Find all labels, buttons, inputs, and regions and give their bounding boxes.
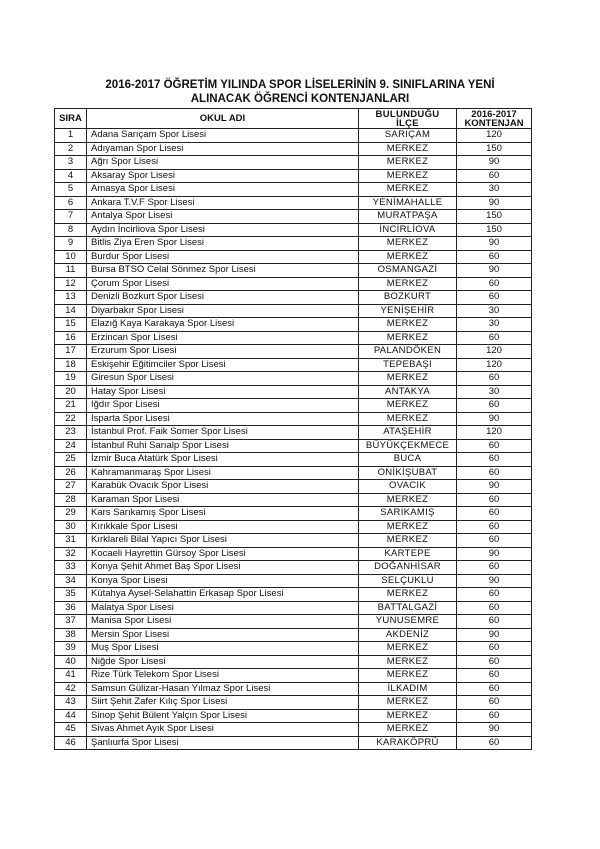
row-number: 34 [55, 574, 87, 588]
district: MERKEZ [359, 520, 457, 534]
quota: 60 [457, 682, 532, 696]
quota: 60 [457, 453, 532, 467]
school-name: Siirt Şehit Zafer Kılıç Spor Lisesi [87, 696, 359, 710]
district: BOZKURT [359, 291, 457, 305]
school-name: Diyarbakır Spor Lisesi [87, 304, 359, 318]
header-ilce-bottom: İLÇE [396, 117, 419, 129]
table-row [55, 723, 532, 737]
table-row [55, 696, 532, 710]
row-number: 16 [55, 331, 87, 345]
school-name: Ankara T.V.F Spor Lisesi [87, 196, 359, 210]
row-number: 36 [55, 601, 87, 615]
school-name: Hatay Spor Lisesi [87, 385, 359, 399]
table-row [55, 210, 532, 224]
district: MERKEZ [359, 696, 457, 710]
district: PALANDÖKEN [359, 345, 457, 359]
table-row [55, 331, 532, 345]
quota: 60 [457, 493, 532, 507]
school-name: Kocaeli Hayrettin Gürsoy Spor Lisesi [87, 547, 359, 561]
quota: 150 [457, 210, 532, 224]
header-kontenjan-top: 2016-2017 [471, 108, 517, 120]
quota: 90 [457, 723, 532, 737]
district: YENİMAHALLE [359, 196, 457, 210]
quota: 60 [457, 277, 532, 291]
quota: 120 [457, 345, 532, 359]
quota: 60 [457, 439, 532, 453]
district: DOĞANHİSAR [359, 561, 457, 575]
quota: 60 [457, 507, 532, 521]
row-number: 1 [55, 129, 87, 143]
table-row [55, 601, 532, 615]
school-name: Malatya Spor Lisesi [87, 601, 359, 615]
row-number: 45 [55, 723, 87, 737]
table-row [55, 223, 532, 237]
table-row [55, 250, 532, 264]
quota: 150 [457, 223, 532, 237]
table-row [55, 264, 532, 278]
school-name: Eskişehir Eğitimciler Spor Lisesi [87, 358, 359, 372]
district: KARTEPE [359, 547, 457, 561]
quota: 60 [457, 642, 532, 656]
school-name: Muş Spor Lisesi [87, 642, 359, 656]
district: MERKEZ [359, 142, 457, 156]
district: İNCİRLİOVA [359, 223, 457, 237]
district: YENİŞEHİR [359, 304, 457, 318]
quota: 60 [457, 372, 532, 386]
row-number: 39 [55, 642, 87, 656]
quota: 120 [457, 426, 532, 440]
table-row [55, 142, 532, 156]
row-number: 5 [55, 183, 87, 197]
district: MERKEZ [359, 642, 457, 656]
quota: 60 [457, 399, 532, 413]
table-row [55, 709, 532, 723]
district: MERKEZ [359, 318, 457, 332]
quota: 120 [457, 358, 532, 372]
table-row [55, 507, 532, 521]
district: AKDENİZ [359, 628, 457, 642]
table-row [55, 588, 532, 602]
table-row [55, 453, 532, 467]
table-row [55, 291, 532, 305]
quota: 120 [457, 129, 532, 143]
row-number: 9 [55, 237, 87, 251]
school-name: Kırıkkale Spor Lisesi [87, 520, 359, 534]
row-number: 25 [55, 453, 87, 467]
quota: 30 [457, 183, 532, 197]
row-number: 29 [55, 507, 87, 521]
table-body [55, 129, 532, 750]
table-row [55, 129, 532, 143]
table-row [55, 574, 532, 588]
district: ATAŞEHİR [359, 426, 457, 440]
table-row [55, 412, 532, 426]
table-row [55, 372, 532, 386]
row-number: 23 [55, 426, 87, 440]
district: YUNUSEMRE [359, 615, 457, 629]
row-number: 10 [55, 250, 87, 264]
school-name: Kütahya Aysel-Selahattin Erkasap Spor Lisesi [87, 588, 359, 602]
district: MERKEZ [359, 493, 457, 507]
school-name: Sivas Ahmet Ayık Spor Lisesi [87, 723, 359, 737]
header-ilce-top: BULUNDUĞU [375, 108, 440, 120]
district: MERKEZ [359, 655, 457, 669]
quota: 60 [457, 534, 532, 548]
quota: 90 [457, 547, 532, 561]
district: MURATPAŞA [359, 210, 457, 224]
table-row [55, 534, 532, 548]
table-row [55, 493, 532, 507]
quota: 60 [457, 601, 532, 615]
quota: 60 [457, 520, 532, 534]
district: MERKEZ [359, 250, 457, 264]
school-name: Erzurum Spor Lisesi [87, 345, 359, 359]
school-name: Kars Sarıkamış Spor Lisesi [87, 507, 359, 521]
school-name: Giresun Spor Lisesi [87, 372, 359, 386]
district: MERKEZ [359, 534, 457, 548]
table-row [55, 561, 532, 575]
district: MERKEZ [359, 709, 457, 723]
school-name: Adıyaman Spor Lisesi [87, 142, 359, 156]
school-name: İstanbul Prof. Faik Somer Spor Lisesi [87, 426, 359, 440]
header-ilce [359, 109, 457, 129]
school-name: Manisa Spor Lisesi [87, 615, 359, 629]
row-number: 11 [55, 264, 87, 278]
school-name: İstanbul Ruhi Sarıalp Spor Lisesi [87, 439, 359, 453]
table-row [55, 480, 532, 494]
document-title-line-2: ALINACAK ÖĞRENCİ KONTENJANLARI [190, 93, 410, 105]
district: BUCA [359, 453, 457, 467]
district: MERKEZ [359, 156, 457, 170]
table-row [55, 655, 532, 669]
table-row [55, 439, 532, 453]
document-title-line-1: 2016-2017 ÖĞRETİM YILINDA SPOR LİSELERİNİN 9. SINIFLARINA YENİ [105, 79, 495, 91]
quota: 60 [457, 709, 532, 723]
header-row [55, 109, 532, 129]
school-name: Antalya Spor Lisesi [87, 210, 359, 224]
row-number: 15 [55, 318, 87, 332]
table-row [55, 466, 532, 480]
school-name: Karabük Ovacık Spor Lisesi [87, 480, 359, 494]
table-row [55, 318, 532, 332]
school-name: Burdur Spor Lisesi [87, 250, 359, 264]
quota: 90 [457, 237, 532, 251]
district: ONİKİŞUBAT [359, 466, 457, 480]
row-number: 46 [55, 736, 87, 750]
table-row [55, 615, 532, 629]
row-number: 18 [55, 358, 87, 372]
school-name: Karaman Spor Lisesi [87, 493, 359, 507]
school-name: Kahramanmaraş Spor Lisesi [87, 466, 359, 480]
quota: 90 [457, 412, 532, 426]
table-row [55, 669, 532, 683]
table-row [55, 358, 532, 372]
row-number: 19 [55, 372, 87, 386]
district: BATTALGAZİ [359, 601, 457, 615]
district: MERKEZ [359, 183, 457, 197]
table-row [55, 628, 532, 642]
school-name: Sinop Şehit Bülent Yalçın Spor Lisesi [87, 709, 359, 723]
row-number: 6 [55, 196, 87, 210]
quota: 30 [457, 385, 532, 399]
quota: 60 [457, 291, 532, 305]
district: TEPEBAŞI [359, 358, 457, 372]
table-row [55, 736, 532, 750]
table-row [55, 345, 532, 359]
row-number: 28 [55, 493, 87, 507]
row-number: 20 [55, 385, 87, 399]
quota: 90 [457, 196, 532, 210]
district: MERKEZ [359, 331, 457, 345]
school-name: Bitlis Ziya Eren Spor Lisesi [87, 237, 359, 251]
district: SARIÇAM [359, 129, 457, 143]
quota: 60 [457, 466, 532, 480]
school-name: Bursa BTSO Celal Sönmez Spor Lisesi [87, 264, 359, 278]
district: OVACIK [359, 480, 457, 494]
header-kontenjan-bottom: KONTENJAN [464, 117, 524, 129]
row-number: 13 [55, 291, 87, 305]
quota: 60 [457, 736, 532, 750]
table-row [55, 385, 532, 399]
quota: 30 [457, 304, 532, 318]
table-row [55, 399, 532, 413]
school-name: Mersin Spor Lisesi [87, 628, 359, 642]
row-number: 21 [55, 399, 87, 413]
school-name: İzmir Buca Atatürk Spor Lisesi [87, 453, 359, 467]
row-number: 41 [55, 669, 87, 683]
row-number: 26 [55, 466, 87, 480]
school-name: Amasya Spor Lisesi [87, 183, 359, 197]
quota: 90 [457, 264, 532, 278]
row-number: 38 [55, 628, 87, 642]
quota: 90 [457, 574, 532, 588]
quota: 60 [457, 169, 532, 183]
header-okul-adi: OKUL ADI [87, 109, 359, 129]
quota: 90 [457, 480, 532, 494]
district: OSMANGAZİ [359, 264, 457, 278]
table-row [55, 277, 532, 291]
quota: 30 [457, 318, 532, 332]
table-row [55, 169, 532, 183]
quota: 90 [457, 156, 532, 170]
district: MERKEZ [359, 372, 457, 386]
district: KARAKÖPRÜ [359, 736, 457, 750]
table-header [55, 109, 532, 129]
district: MERKEZ [359, 723, 457, 737]
quota: 60 [457, 250, 532, 264]
row-number: 31 [55, 534, 87, 548]
district: MERKEZ [359, 169, 457, 183]
school-name: Adana Sarıçam Spor Lisesi [87, 129, 359, 143]
table-row [55, 237, 532, 251]
school-name: Samsun Gülizar-Hasan Yılmaz Spor Lisesi [87, 682, 359, 696]
district: MERKEZ [359, 669, 457, 683]
row-number: 27 [55, 480, 87, 494]
quota: 150 [457, 142, 532, 156]
quota: 60 [457, 588, 532, 602]
table-row [55, 682, 532, 696]
district: ANTAKYA [359, 385, 457, 399]
row-number: 14 [55, 304, 87, 318]
school-name: Aydın İncirliova Spor Lisesi [87, 223, 359, 237]
school-name: Çorum Spor Lisesi [87, 277, 359, 291]
row-number: 44 [55, 709, 87, 723]
quota: 90 [457, 628, 532, 642]
school-name: Isparta Spor Lisesi [87, 412, 359, 426]
row-number: 8 [55, 223, 87, 237]
school-name: Rize Türk Telekom Spor Lisesi [87, 669, 359, 683]
row-number: 17 [55, 345, 87, 359]
quota: 60 [457, 331, 532, 345]
table-row [55, 304, 532, 318]
row-number: 33 [55, 561, 87, 575]
district: MERKEZ [359, 277, 457, 291]
table-row [55, 520, 532, 534]
row-number: 7 [55, 210, 87, 224]
header-kontenjan [457, 109, 532, 129]
district: İLKADIM [359, 682, 457, 696]
school-name: Şanlıurfa Spor Lisesi [87, 736, 359, 750]
row-number: 4 [55, 169, 87, 183]
table-row [55, 196, 532, 210]
school-name: Niğde Spor Lisesi [87, 655, 359, 669]
district: BÜYÜKÇEKMECE [359, 439, 457, 453]
school-name: Iğdır Spor Lisesi [87, 399, 359, 413]
district: MERKEZ [359, 588, 457, 602]
row-number: 24 [55, 439, 87, 453]
quota: 60 [457, 615, 532, 629]
school-name: Denizli Bozkurt Spor Lisesi [87, 291, 359, 305]
table-row [55, 642, 532, 656]
school-name: Ağrı Spor Lisesi [87, 156, 359, 170]
row-number: 2 [55, 142, 87, 156]
district: MERKEZ [359, 237, 457, 251]
table-row [55, 547, 532, 561]
quota: 60 [457, 696, 532, 710]
school-name: Elazığ Kaya Karakaya Spor Lisesi [87, 318, 359, 332]
row-number: 35 [55, 588, 87, 602]
district: MERKEZ [359, 412, 457, 426]
table-row [55, 156, 532, 170]
row-number: 37 [55, 615, 87, 629]
row-number: 12 [55, 277, 87, 291]
row-number: 32 [55, 547, 87, 561]
district: SARIKAMIŞ [359, 507, 457, 521]
row-number: 40 [55, 655, 87, 669]
row-number: 22 [55, 412, 87, 426]
district: SELÇUKLU [359, 574, 457, 588]
quota: 60 [457, 561, 532, 575]
district: MERKEZ [359, 399, 457, 413]
header-sira: SIRA [55, 109, 87, 129]
school-name: Konya Spor Lisesi [87, 574, 359, 588]
row-number: 42 [55, 682, 87, 696]
school-name: Kırklareli Bilal Yapıcı Spor Lisesi [87, 534, 359, 548]
quota: 60 [457, 669, 532, 683]
row-number: 3 [55, 156, 87, 170]
row-number: 43 [55, 696, 87, 710]
school-name: Konya Şehit Ahmet Baş Spor Lisesi [87, 561, 359, 575]
quota: 60 [457, 655, 532, 669]
table-row [55, 426, 532, 440]
quota-table [54, 108, 532, 750]
row-number: 30 [55, 520, 87, 534]
table-row [55, 183, 532, 197]
school-name: Erzincan Spor Lisesi [87, 331, 359, 345]
school-name: Aksaray Spor Lisesi [87, 169, 359, 183]
